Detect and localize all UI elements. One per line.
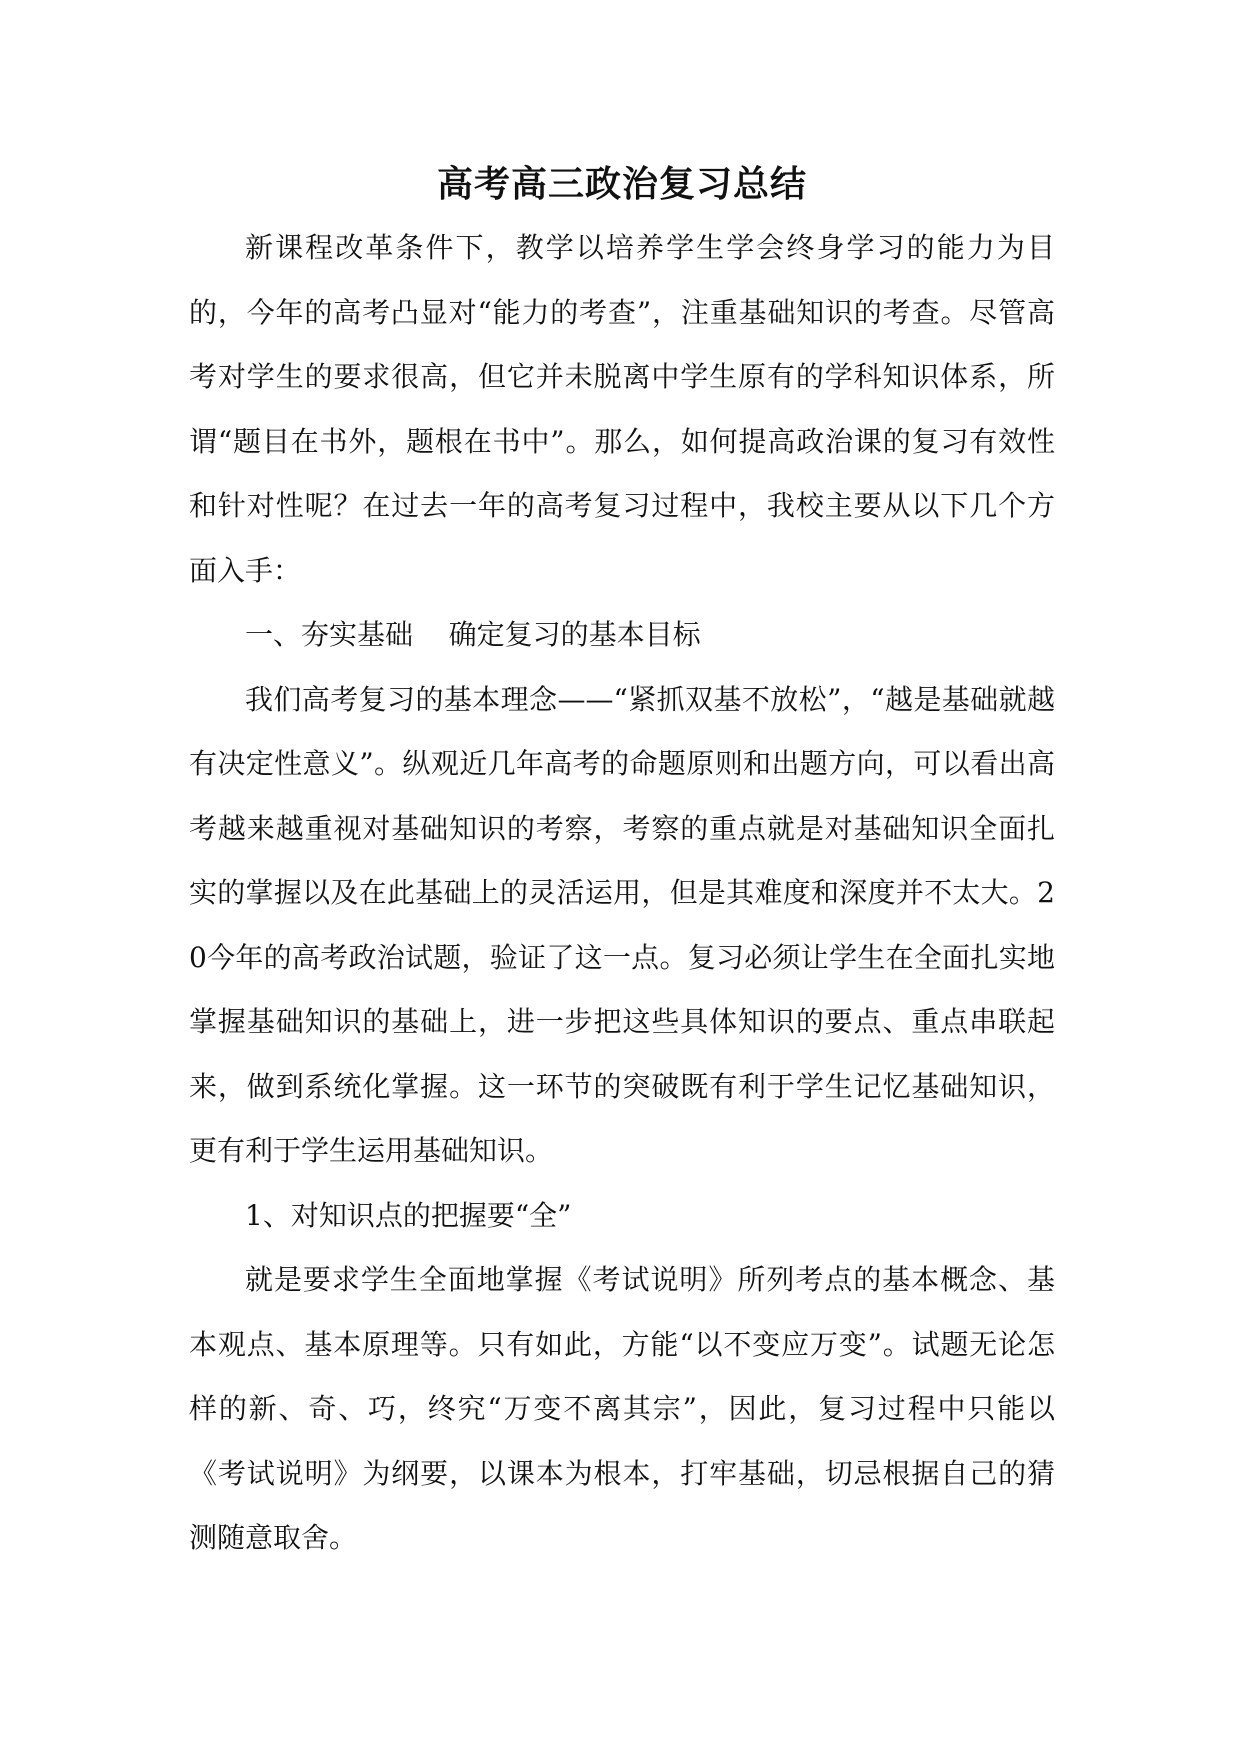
section-1-paragraph: 我们高考复习的基本理念——“紧抓双基不放松”，“越是基础就越有决定性意义”。纵观近几年高考的命题原则和出题方向，可以看出高考越来越重视对基础知识的考察，考察的重点就是对基础知识全面扎实的掌握以及在此基础上的灵活运用，但是其难度和深度并不太大。20今年的高考政治试题，验证了这一点。复习必须让学生在全面扎实地掌握基础知识的基础上，进一步把这些具体知识的要点、重点串联起来，做到系统化掌握。这一环节的突破既有利于学生记忆基础知识，更有利于学生运用基础知识。 xyxy=(189,682,1055,1167)
intro-paragraph: 新课程改革条件下，教学以培养学生学会终身学习的能力为目的，今年的高考凸显对“能力的考查”，注重基础知识的考查。尽管高考对学生的要求很高，但它并未脱离中学生原有的学科知识体系，所谓“题目在书外，题根在书中”。那么，如何提高政治课的复习有效性和针对性呢？在过去一年的高考复习过程中，我校主要从以下几个方面入手： xyxy=(189,231,1055,587)
document-body xyxy=(189,158,1055,1571)
document-title: 高考高三政治复习总结 xyxy=(436,163,807,205)
subsection-heading-1: 1、对知识点的把握要“全” xyxy=(245,1198,572,1232)
subsection-1-paragraph: 就是要求学生全面地掌握《考试说明》所列考点的基本概念、基本观点、基本原理等。只有如此，方能“以不变应万变”。试题无论怎样的新、奇、巧，终究“万变不离其宗”，因此，复习过程中只能以《考试说明》为纲要，以课本为根本，打牢基础，切忌根据自己的猜测随意取舍。 xyxy=(189,1263,1055,1554)
section-heading-1: 一、夯实基础 确定复习的基本目标 xyxy=(245,618,701,651)
